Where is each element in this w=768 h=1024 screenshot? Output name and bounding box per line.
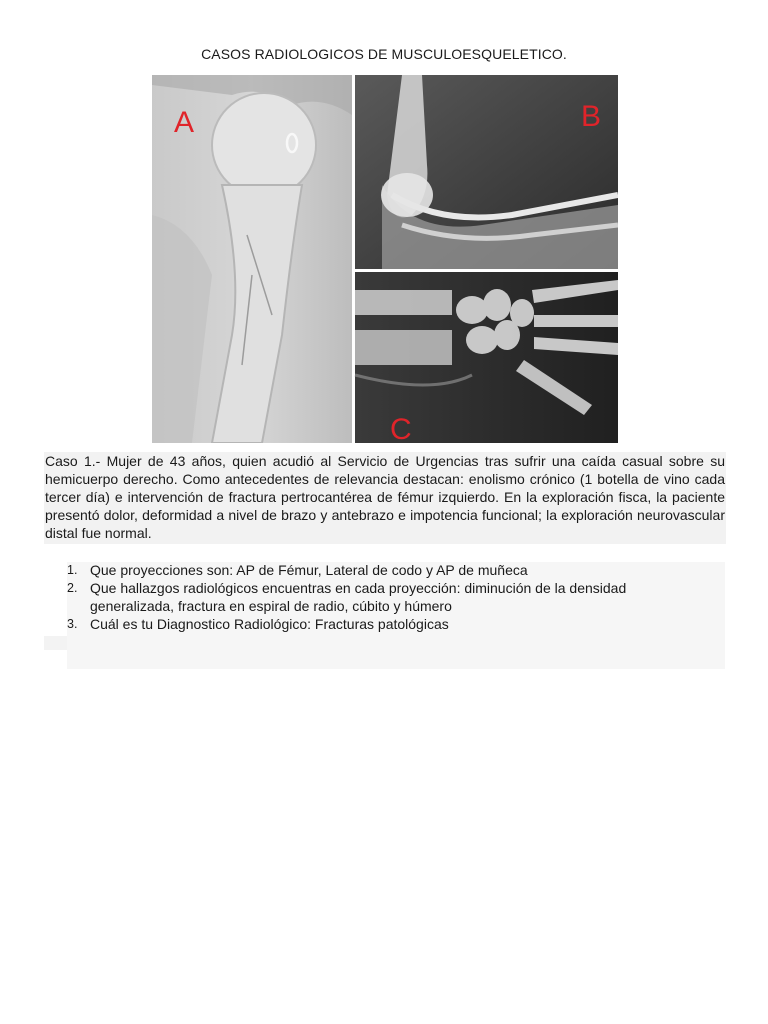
question-number: 3.: [67, 617, 78, 631]
panel-label-a: A: [174, 106, 195, 139]
question-item: [67, 561, 707, 579]
question-list: [67, 561, 707, 633]
question-number: 1.: [67, 563, 78, 577]
panel-label-c: C: [390, 413, 412, 443]
xray-panel-b: [355, 75, 618, 269]
xray-figure: [152, 75, 618, 443]
question-number: 2.: [67, 581, 78, 595]
document-title: CASOS RADIOLOGICOS DE MUSCULOESQUELETICO.: [201, 46, 567, 62]
question-text: Que proyecciones son: AP de Fémur, Lateral de codo y AP de muñeca: [90, 562, 528, 578]
question-text: Que hallazgos radiológicos encuentras en cada proyección: diminución de la densidad generalizada, fractura en espiral de radio, cúbito y húmero: [90, 580, 627, 614]
case-description: Caso 1.- Mujer de 43 años, quien acudió al Servicio de Urgencias tras sufrir una caída casual sobre su hemicuerpo derecho. Como antecedentes de relevancia destacan: enolismo crónico (1 botella de vino cada tercer día) e intervención de fractura pertrocantérea de fémur izquierdo. En la exploración fisca, la paciente presentó dolor, deformidad a nivel de brazo y antebrazo e impotencia funcional; la exploración neurovascular distal fue normal.: [44, 452, 726, 544]
xray-composite-image: [152, 75, 618, 443]
panel-label-b: B: [581, 100, 602, 133]
question-text: Cuál es tu Diagnostico Radiológico: Fracturas patológicas: [90, 616, 449, 632]
questions-margin-shade: [44, 636, 67, 650]
question-item: [67, 579, 707, 615]
question-item: [67, 615, 707, 633]
